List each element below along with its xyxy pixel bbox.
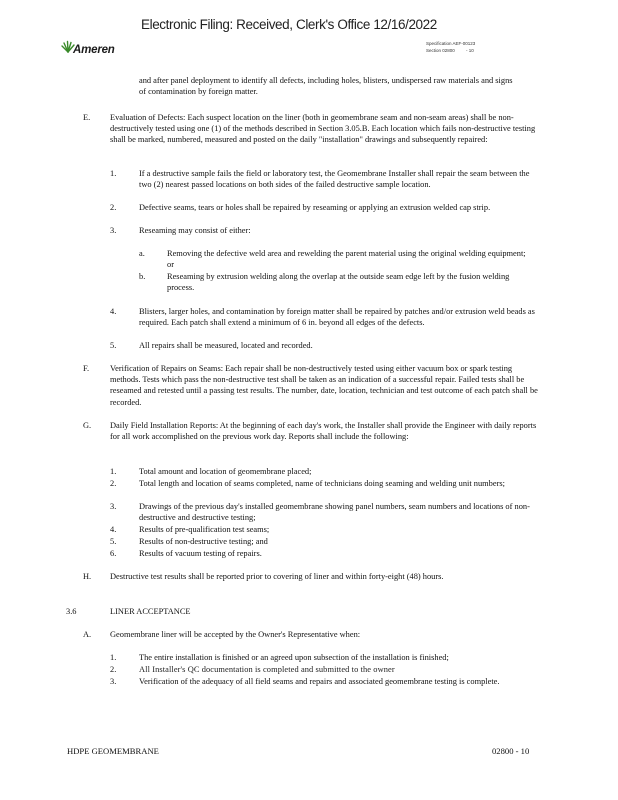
g-item-2-text: Total length and location of seams completed, name of technicians doing seaming and welding unit numbers; [139, 479, 505, 488]
a-item-3-num: 3. [110, 677, 117, 686]
e-item-3-text: Reseaming may consist of either: [139, 226, 251, 235]
a-item-1-text: The entire installation is finished or an agreed upon subsection of the installation is finished; [139, 653, 449, 662]
e-item-1-num: 1. [110, 169, 117, 178]
g-item-4-num: 4. [110, 525, 117, 534]
g-item-5-num: 5. [110, 537, 117, 546]
a-item-2-num: 2. [110, 665, 117, 674]
e-subitem-a-text: Removing the defective weld area and rewelding the parent material using the original welding equipment; or [167, 249, 526, 270]
g-item-4-text: Results of pre-qualification test seams; [139, 525, 270, 534]
section-h-text: Destructive test results shall be reported prior to covering of liner and within forty-eight (48) hours. [110, 572, 444, 581]
a-item-2-text: All Installer's QC documentation is completed and submitted to the owner [139, 665, 395, 674]
g-item-3-num: 3. [110, 502, 117, 511]
section-g-text: Daily Field Installation Reports: At the beginning of each day's work, the Installer shall provide the Engineer with daily reports for all work accomplished on the previous work day. Reports shall include the following: [110, 421, 537, 442]
section-3-6-title: LINER ACCEPTANCE [110, 607, 191, 616]
g-item-5-text: Results of non-destructive testing; and [139, 537, 268, 546]
footer-title: HDPE GEOMEMBRANE [67, 746, 159, 756]
logo-wordmark: Ameren [73, 44, 115, 56]
e-item-5-num: 5. [110, 341, 117, 350]
g-item-2-num: 2. [110, 479, 117, 488]
e-subitem-b-text: Reseaming by extrusion welding along the overlap at the outside seam edge left by the fusion welding process. [167, 272, 510, 293]
g-item-6-text: Results of vacuum testing of repairs. [139, 549, 262, 558]
g-item-1-text: Total amount and location of geomembrane placed; [139, 467, 312, 476]
a-item-1-num: 1. [110, 653, 117, 662]
section-a-label: A. [83, 630, 92, 639]
e-subitem-b-num: b. [139, 272, 146, 281]
footer-page-number: 02800 - 10 [492, 746, 530, 756]
a-item-3-text: Verification of the adequacy of all field seams and repairs and associated geomembrane testing is complete. [139, 677, 500, 686]
e-item-4-num: 4. [110, 307, 117, 316]
section-e-label: E. [83, 113, 91, 122]
g-item-6-num: 6. [110, 549, 117, 558]
g-item-3-text: Drawings of the previous day's installed geomembrane showing panel numbers, seam numbers and locations of non-destructive and destructive testing; [139, 502, 530, 523]
e-item-2-num: 2. [110, 203, 117, 212]
e-item-2-text: Defective seams, tears or holes shall be repaired by reseaming or applying an extrusion welded cap strip. [139, 203, 491, 212]
intro-paragraph: and after panel deployment to identify all defects, including holes, blisters, undispersed raw materials and signs of contamination by foreign matter. [139, 76, 513, 97]
section-3-6-number: 3.6 [66, 607, 77, 616]
section-a-text: Geomembrane liner will be accepted by the Owner's Representative when: [110, 630, 361, 639]
ameren-logo [60, 40, 140, 62]
section-g-label: G. [83, 421, 92, 430]
filing-stamp: Electronic Filing: Received, Clerk's Office 12/16/2022 [141, 17, 437, 32]
section-h-label: H. [83, 572, 92, 581]
spec-line-1: Specification AEF-00123 [426, 41, 476, 46]
e-subitem-a-num: a. [139, 249, 145, 258]
e-item-3-num: 3. [110, 226, 117, 235]
section-f-label: F. [83, 364, 90, 373]
section-f-text: Verification of Repairs on Seams: Each repair shall be non-destructively tested using either vacuum box or spark testing methods. Tests which pass the non-destructive test shall be taken as an indication of a successful repair. Failed tests shall be reseamed and retested until a passing test results. The number, date, location, technician and test outcome of each patch shall be recorded. [110, 364, 538, 407]
g-item-1-num: 1. [110, 467, 117, 476]
section-e-text: Evaluation of Defects: Each suspect location on the liner (both in geomembrane seam and non-seam areas) shall be non-destructively tested using one (1) of the methods described in Section 3.05.B. Each location which fails non-destructive testing shall be marked, numbered, measured and posted on the daily "installation" drawings and subsequently repaired: [110, 113, 536, 145]
e-item-1-text: If a destructive sample fails the field or laboratory test, the Geomembrane Installer shall repair the seam between the two (2) nearest passed locations on both sides of the failed destructive sample location. [139, 169, 530, 190]
e-item-5-text: All repairs shall be measured, located and recorded. [139, 341, 313, 350]
spec-reference [426, 40, 475, 54]
spec-line-2: Section 02800 [426, 48, 455, 53]
e-item-4-text: Blisters, larger holes, and contamination by foreign matter shall be repaired by patches and/or extrusion weld beads as required. Each patch shall extend a minimum of 6 in. beyond all edges of the defects. [139, 307, 535, 328]
spec-page: - 10 [466, 48, 474, 53]
